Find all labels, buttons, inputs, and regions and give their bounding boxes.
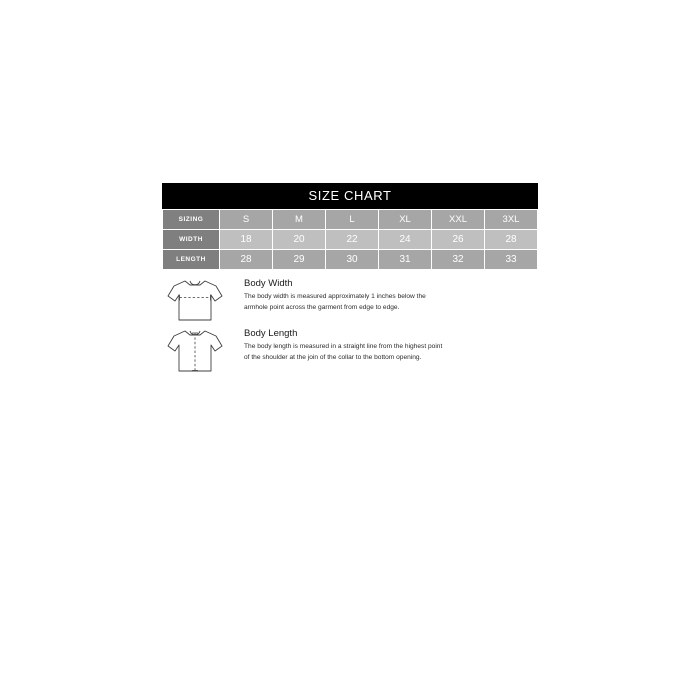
length-xxl: 32 — [432, 250, 485, 270]
body-width-section — [162, 276, 538, 324]
size-chart-title: SIZE CHART — [162, 183, 538, 209]
body-length-text — [230, 326, 444, 363]
size-chart-sheet — [162, 183, 538, 378]
length-xl: 31 — [379, 250, 432, 270]
width-xl: 24 — [379, 230, 432, 250]
length-s: 28 — [220, 250, 273, 270]
width-l: 22 — [326, 230, 379, 250]
size-chart-table — [162, 209, 538, 270]
header-sizing-label: SIZING — [163, 210, 220, 230]
header-size-s: S — [220, 210, 273, 230]
row-label-width: WIDTH — [163, 230, 220, 250]
header-size-l: L — [326, 210, 379, 230]
width-s: 18 — [220, 230, 273, 250]
body-length-section — [162, 326, 538, 376]
body-width-text — [230, 276, 444, 313]
measurement-guide — [162, 276, 538, 376]
tshirt-width-icon — [162, 276, 230, 324]
body-width-title: Body Width — [244, 278, 293, 289]
width-xxl: 26 — [432, 230, 485, 250]
body-length-description: The body length is measured in a straight line from the highest point of the shoulder at the join of the collar to the bottom opening. — [244, 343, 443, 361]
header-size-xxl: XXL — [432, 210, 485, 230]
header-size-m: M — [273, 210, 326, 230]
table-row — [163, 230, 538, 250]
header-size-3xl: 3XL — [485, 210, 538, 230]
body-length-title: Body Length — [244, 328, 298, 339]
header-size-xl: XL — [379, 210, 432, 230]
length-3xl: 33 — [485, 250, 538, 270]
table-header-row — [163, 210, 538, 230]
body-width-description: The body width is measured approximately 1 inches below the armhole point across the garment from edge to edge. — [244, 293, 426, 311]
length-l: 30 — [326, 250, 379, 270]
width-3xl: 28 — [485, 230, 538, 250]
length-m: 29 — [273, 250, 326, 270]
table-row — [163, 250, 538, 270]
tshirt-length-icon — [162, 326, 230, 376]
width-m: 20 — [273, 230, 326, 250]
row-label-length: LENGTH — [163, 250, 220, 270]
